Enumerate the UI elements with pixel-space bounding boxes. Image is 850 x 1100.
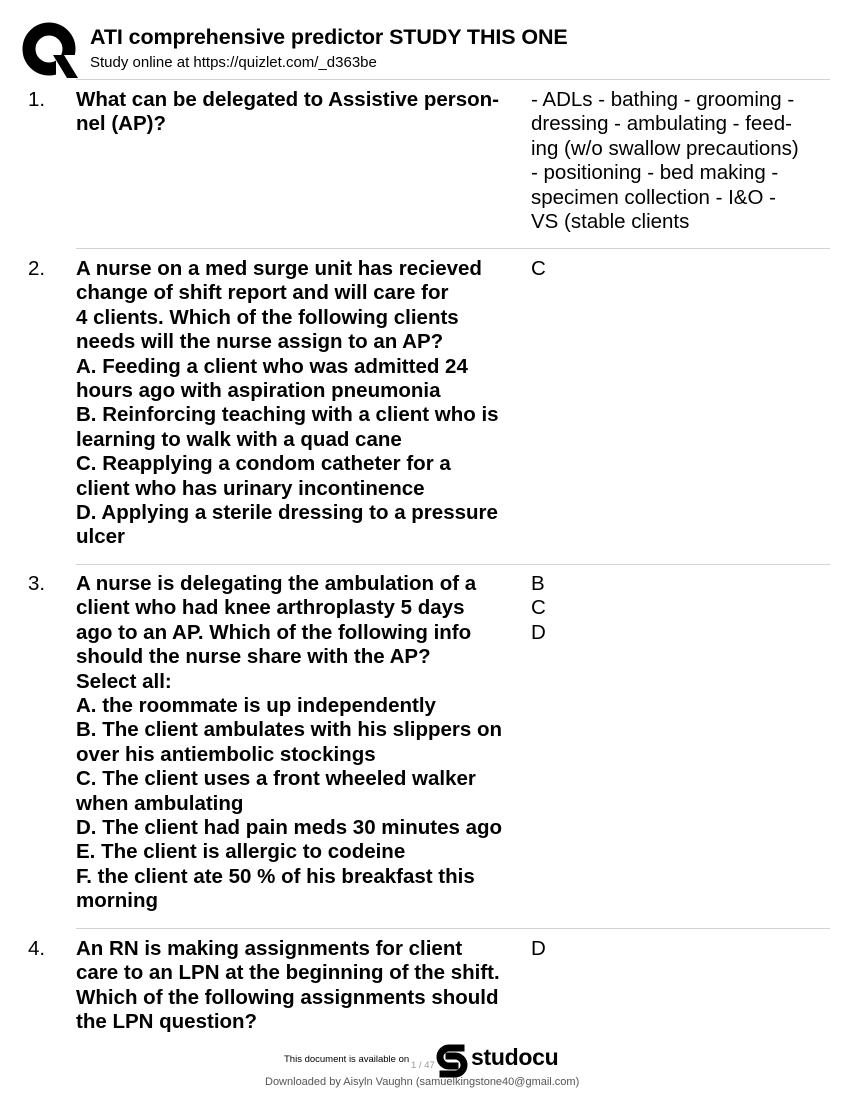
question-line: E. The client is allergic to codeine <box>76 840 406 864</box>
card-number: 2. <box>28 257 46 280</box>
answer-line: specimen collection - I&O - <box>531 185 776 209</box>
availability-note: This document is available on <box>284 1054 410 1065</box>
question-line: over his antiembolic stockings <box>76 742 376 766</box>
question-line: client who had knee arthroplasty 5 days <box>76 596 465 620</box>
question-line: when ambulating <box>76 791 244 815</box>
studocu-brand[interactable]: studocu <box>471 1044 559 1070</box>
card-number: 3. <box>28 572 46 595</box>
question-line: ulcer <box>76 525 125 549</box>
study-link[interactable]: Study online at https://quizlet.com/_d363be <box>90 54 377 71</box>
card-question <box>76 572 531 914</box>
question-line: B. Reinforcing teaching with a client who is <box>76 403 499 427</box>
question-line: D. Applying a sterile dressing to a pressure <box>76 501 498 525</box>
question-line: change of shift report and will care for <box>76 281 449 305</box>
card-answer <box>531 937 827 961</box>
card-divider <box>76 928 830 929</box>
question-line: needs will the nurse assign to an AP? <box>76 330 444 354</box>
question-line: learning to walk with a quad cane <box>76 427 402 451</box>
header-divider <box>76 79 830 80</box>
question-line: An RN is making assignments for client <box>76 937 463 960</box>
page-indicator: 1 / 47 <box>411 1060 435 1071</box>
card-divider <box>76 564 830 565</box>
question-line: C. The client uses a front wheeled walker <box>76 767 476 791</box>
answer-line: D <box>531 937 546 960</box>
question-line: B. The client ambulates with his slippers on <box>76 718 503 742</box>
question-line: Select all: <box>76 669 172 693</box>
question-line: care to an LPN at the beginning of the shift. <box>76 961 500 985</box>
question-line: D. The client had pain meds 30 minutes ago <box>76 816 503 840</box>
question-line: A. Feeding a client who was admitted 24 <box>76 354 468 378</box>
download-attribution: Downloaded by Aisyln Vaughn (samuelkingstone40@gmail.com) <box>265 1076 580 1088</box>
question-line: morning <box>76 889 158 913</box>
card-answer <box>531 88 827 234</box>
question-line: should the nurse share with the AP? <box>76 645 431 669</box>
question-line: ago to an AP. Which of the following info <box>76 620 472 644</box>
question-line: the LPN question? <box>76 1010 258 1034</box>
question-line: What can be delegated to Assistive person- <box>76 88 500 111</box>
card-number: 4. <box>28 937 46 960</box>
answer-line: - ADLs - bathing - grooming - <box>531 88 795 111</box>
answer-line: VS (stable clients <box>531 210 690 234</box>
card-question <box>76 88 531 137</box>
quizlet-logo-icon <box>22 22 78 78</box>
question-line: 4 clients. Which of the following clients <box>76 305 459 329</box>
card-answer <box>531 257 827 281</box>
question-line: A. the roommate is up independently <box>76 694 436 718</box>
question-line: C. Reapplying a condom catheter for a <box>76 452 451 476</box>
question-line: A nurse is delegating the ambulation of a <box>76 572 477 595</box>
question-line: nel (AP)? <box>76 112 166 136</box>
answer-line: C <box>531 257 546 280</box>
card-question <box>76 257 531 550</box>
card-divider <box>76 248 830 249</box>
answer-line: C <box>531 596 546 620</box>
question-line: hours ago with aspiration pneumonia <box>76 379 441 403</box>
page-header <box>22 22 830 78</box>
question-line: F. the client ate 50 % of his breakfast this <box>76 864 475 888</box>
question-line: Which of the following assignments should <box>76 985 499 1009</box>
answer-line: dressing - ambulating - feed- <box>531 112 792 136</box>
answer-line: B <box>531 572 545 595</box>
card-number: 1. <box>28 88 46 111</box>
answer-line: D <box>531 620 546 644</box>
answer-line: ing (w/o swallow precautions) <box>531 136 799 160</box>
card-question <box>76 937 531 1035</box>
question-line: A nurse on a med surge unit has recieved <box>76 257 482 280</box>
studocu-logo-icon[interactable] <box>434 1043 470 1079</box>
card-answer <box>531 572 827 645</box>
question-line: client who has urinary incontinence <box>76 476 425 500</box>
answer-line: - positioning - bed making - <box>531 161 779 185</box>
document-title: ATI comprehensive predictor STUDY THIS ONE <box>90 25 568 49</box>
